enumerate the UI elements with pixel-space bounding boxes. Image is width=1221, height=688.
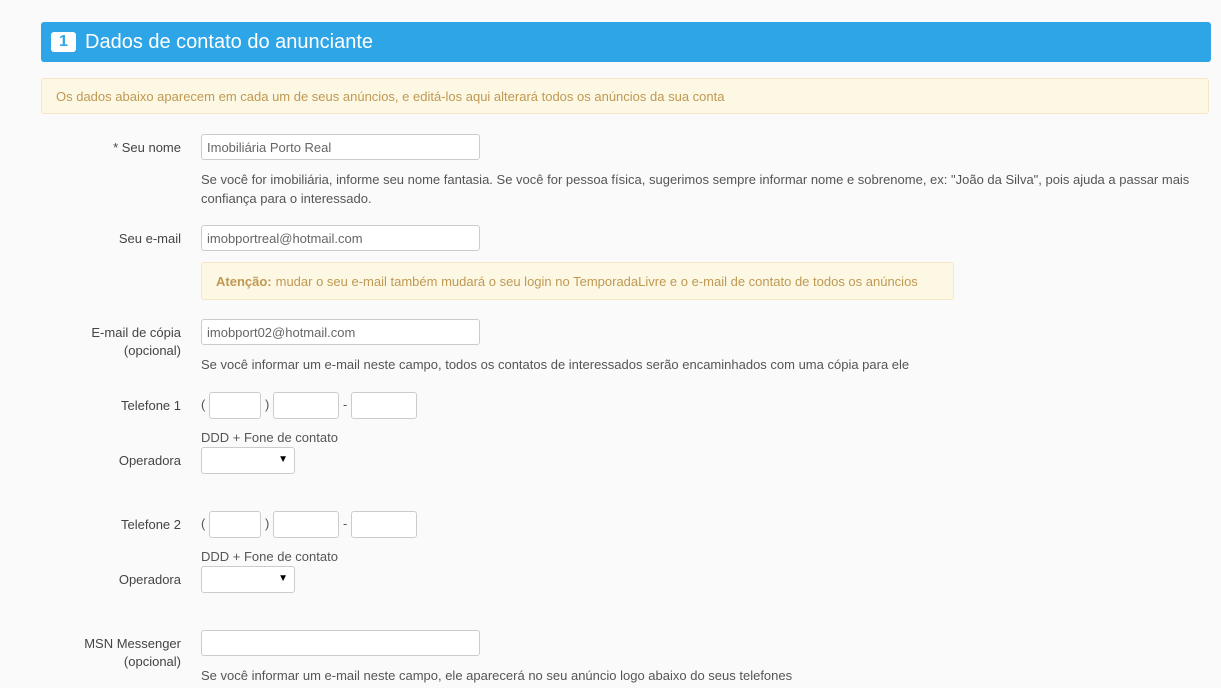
section-title: Dados de contato do anunciante (85, 30, 373, 53)
email-warning-bold: Atenção: (216, 273, 272, 289)
phone1-help: DDD + Fone de contato (201, 430, 338, 445)
phone1-carrier-select[interactable] (201, 447, 295, 474)
copy-email-input[interactable] (201, 319, 480, 345)
phone1-close-paren: ) (265, 397, 270, 412)
phone2-open-paren: ( (201, 516, 206, 531)
msn-label (84, 635, 181, 671)
phone1-carrier-label: Operadora (118, 453, 181, 468)
msn-label-line1: MSN Messenger (84, 636, 181, 651)
name-help (201, 170, 1189, 208)
phone2-carrier-label: Operadora (118, 572, 181, 587)
name-help-line1: Se você for imobiliária, informe seu nome fantasia. Se você for pessoa física, sugerimos sempre informar nome e sobrenome, ex: "João da Silva", pois ajuda a passar mais (201, 172, 1190, 187)
copy-email-help: Se você informar um e-mail neste campo, todos os contatos de interessados serão encaminhados com uma cópia para ele (201, 357, 910, 372)
phone2-carrier-select[interactable] (201, 566, 295, 593)
msn-help: Se você informar um e-mail neste campo, ele aparecerá no seu anúncio logo abaixo do seus telefones (201, 668, 793, 683)
name-input[interactable] (201, 134, 480, 160)
phone1-ddd-input[interactable] (209, 392, 261, 419)
email-label: Seu e-mail (118, 231, 181, 246)
info-notice: Os dados abaixo aparecem em cada um de seus anúncios, e editá-los aqui alterará todos os anúncios da sua conta (41, 78, 1209, 114)
phone1-prefix-input[interactable] (273, 392, 339, 419)
name-help-line2: confiança para o interessado. (201, 191, 372, 206)
email-warning-text: mudar o seu e-mail também mudará o seu login no TemporadaLivre e o e-mail de contato de todos os anúncios (275, 273, 918, 289)
phone2-dash: - (343, 516, 348, 531)
phone1-number-input[interactable] (351, 392, 417, 419)
section-header (41, 22, 1211, 62)
phone2-ddd-input[interactable] (209, 511, 261, 538)
phone2-help: DDD + Fone de contato (201, 549, 338, 564)
email-warning (201, 262, 954, 300)
msn-input[interactable] (201, 630, 480, 656)
email-input[interactable] (201, 225, 480, 251)
name-label: * Seu nome (113, 140, 181, 155)
phone1-label: Telefone 1 (121, 398, 181, 413)
copy-email-label-line2: (opcional) (123, 343, 181, 358)
msn-label-line2: (opcional) (123, 654, 181, 669)
copy-email-label (91, 324, 181, 360)
step-badge: 1 (51, 32, 76, 52)
phone1-open-paren: ( (201, 397, 206, 412)
phone1-dash: - (343, 397, 348, 412)
phone2-label: Telefone 2 (121, 517, 181, 532)
chevron-down-icon: ▼ (278, 573, 288, 584)
phone2-number-input[interactable] (351, 511, 417, 538)
copy-email-label-line1: E-mail de cópia (91, 325, 181, 340)
phone2-close-paren: ) (265, 516, 270, 531)
phone2-prefix-input[interactable] (273, 511, 339, 538)
chevron-down-icon: ▼ (278, 454, 288, 465)
